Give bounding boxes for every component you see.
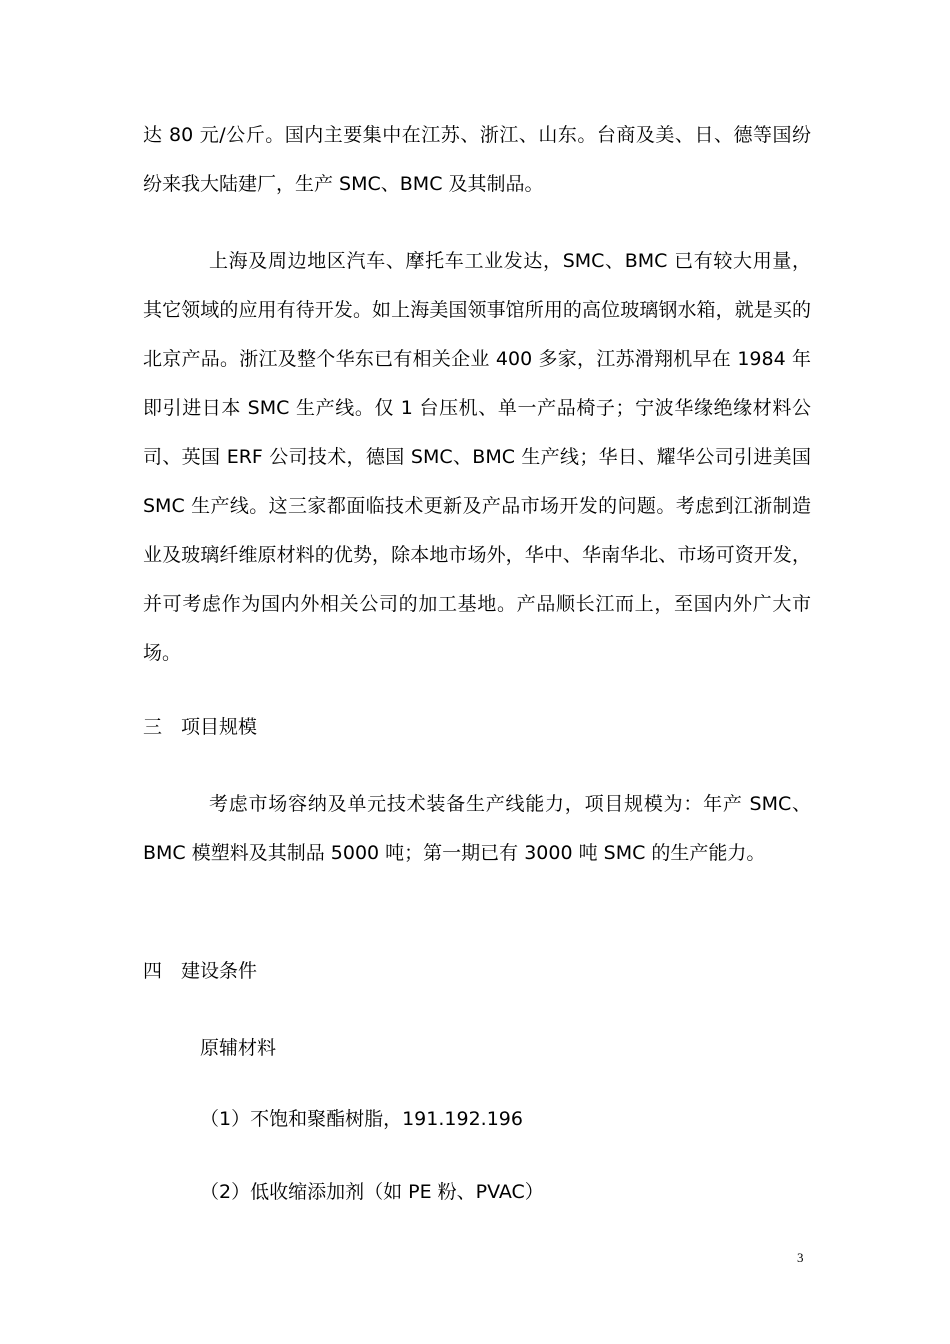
list-item-additive: （2）低收缩添加剂（如 PE 粉、PVAC） bbox=[200, 1181, 544, 1203]
list-item-resin: （1）不饱和聚酯树脂，191.192.196 bbox=[200, 1108, 523, 1130]
paragraph-project-scale: 考虑市场容纳及单元技术装备生产线能力，项目规模为：年产 SMC、BMC 模塑料及其制品 5000 吨；第一期已有 3000 吨 SMC 的生产能力。 bbox=[143, 793, 811, 864]
page-number: 3 bbox=[797, 1250, 804, 1265]
paragraph-continuation: 达 80 元/公斤。国内主要集中在江苏、浙江、山东。台商及美、日、德等国纷纷来我大陆建厂，生产 SMC、BMC 及其制品。 bbox=[143, 124, 811, 195]
subheading-raw-materials: 原辅材料 bbox=[200, 1037, 277, 1059]
paragraph-shanghai-market: 上海及周边地区汽车、摩托车工业发达，SMC、BMC 已有较大用量，其它领域的应用有待开发。如上海美国领事馆所用的高位玻璃钢水箱，就是买的北京产品。浙江及整个华东已有相关企业 400 多家，江苏滑翔机早在 1984 年即引进日本 SMC 生产线。仅 1 台压机、单一产品椅子；宁波华缘绝缘材料公司、英国 ERF 公司技术，德国 SMC、BMC 生产线；华日、耀华公司引进美国 SMC 生产线。这三家都面临技术更新及产品市场开发的问题。考虑到江浙制造业及玻璃纤维原材料的优势，除本地市场外，华中、华南华北、市场可资开发，并可考虑作为国内外相关公司的加工基地。产品顺长江而上，至国内外广大市场。 bbox=[143, 250, 811, 664]
section-heading-project-scale: 三 项目规模 bbox=[143, 716, 258, 738]
section-heading-construction-conditions: 四 建设条件 bbox=[143, 960, 258, 982]
